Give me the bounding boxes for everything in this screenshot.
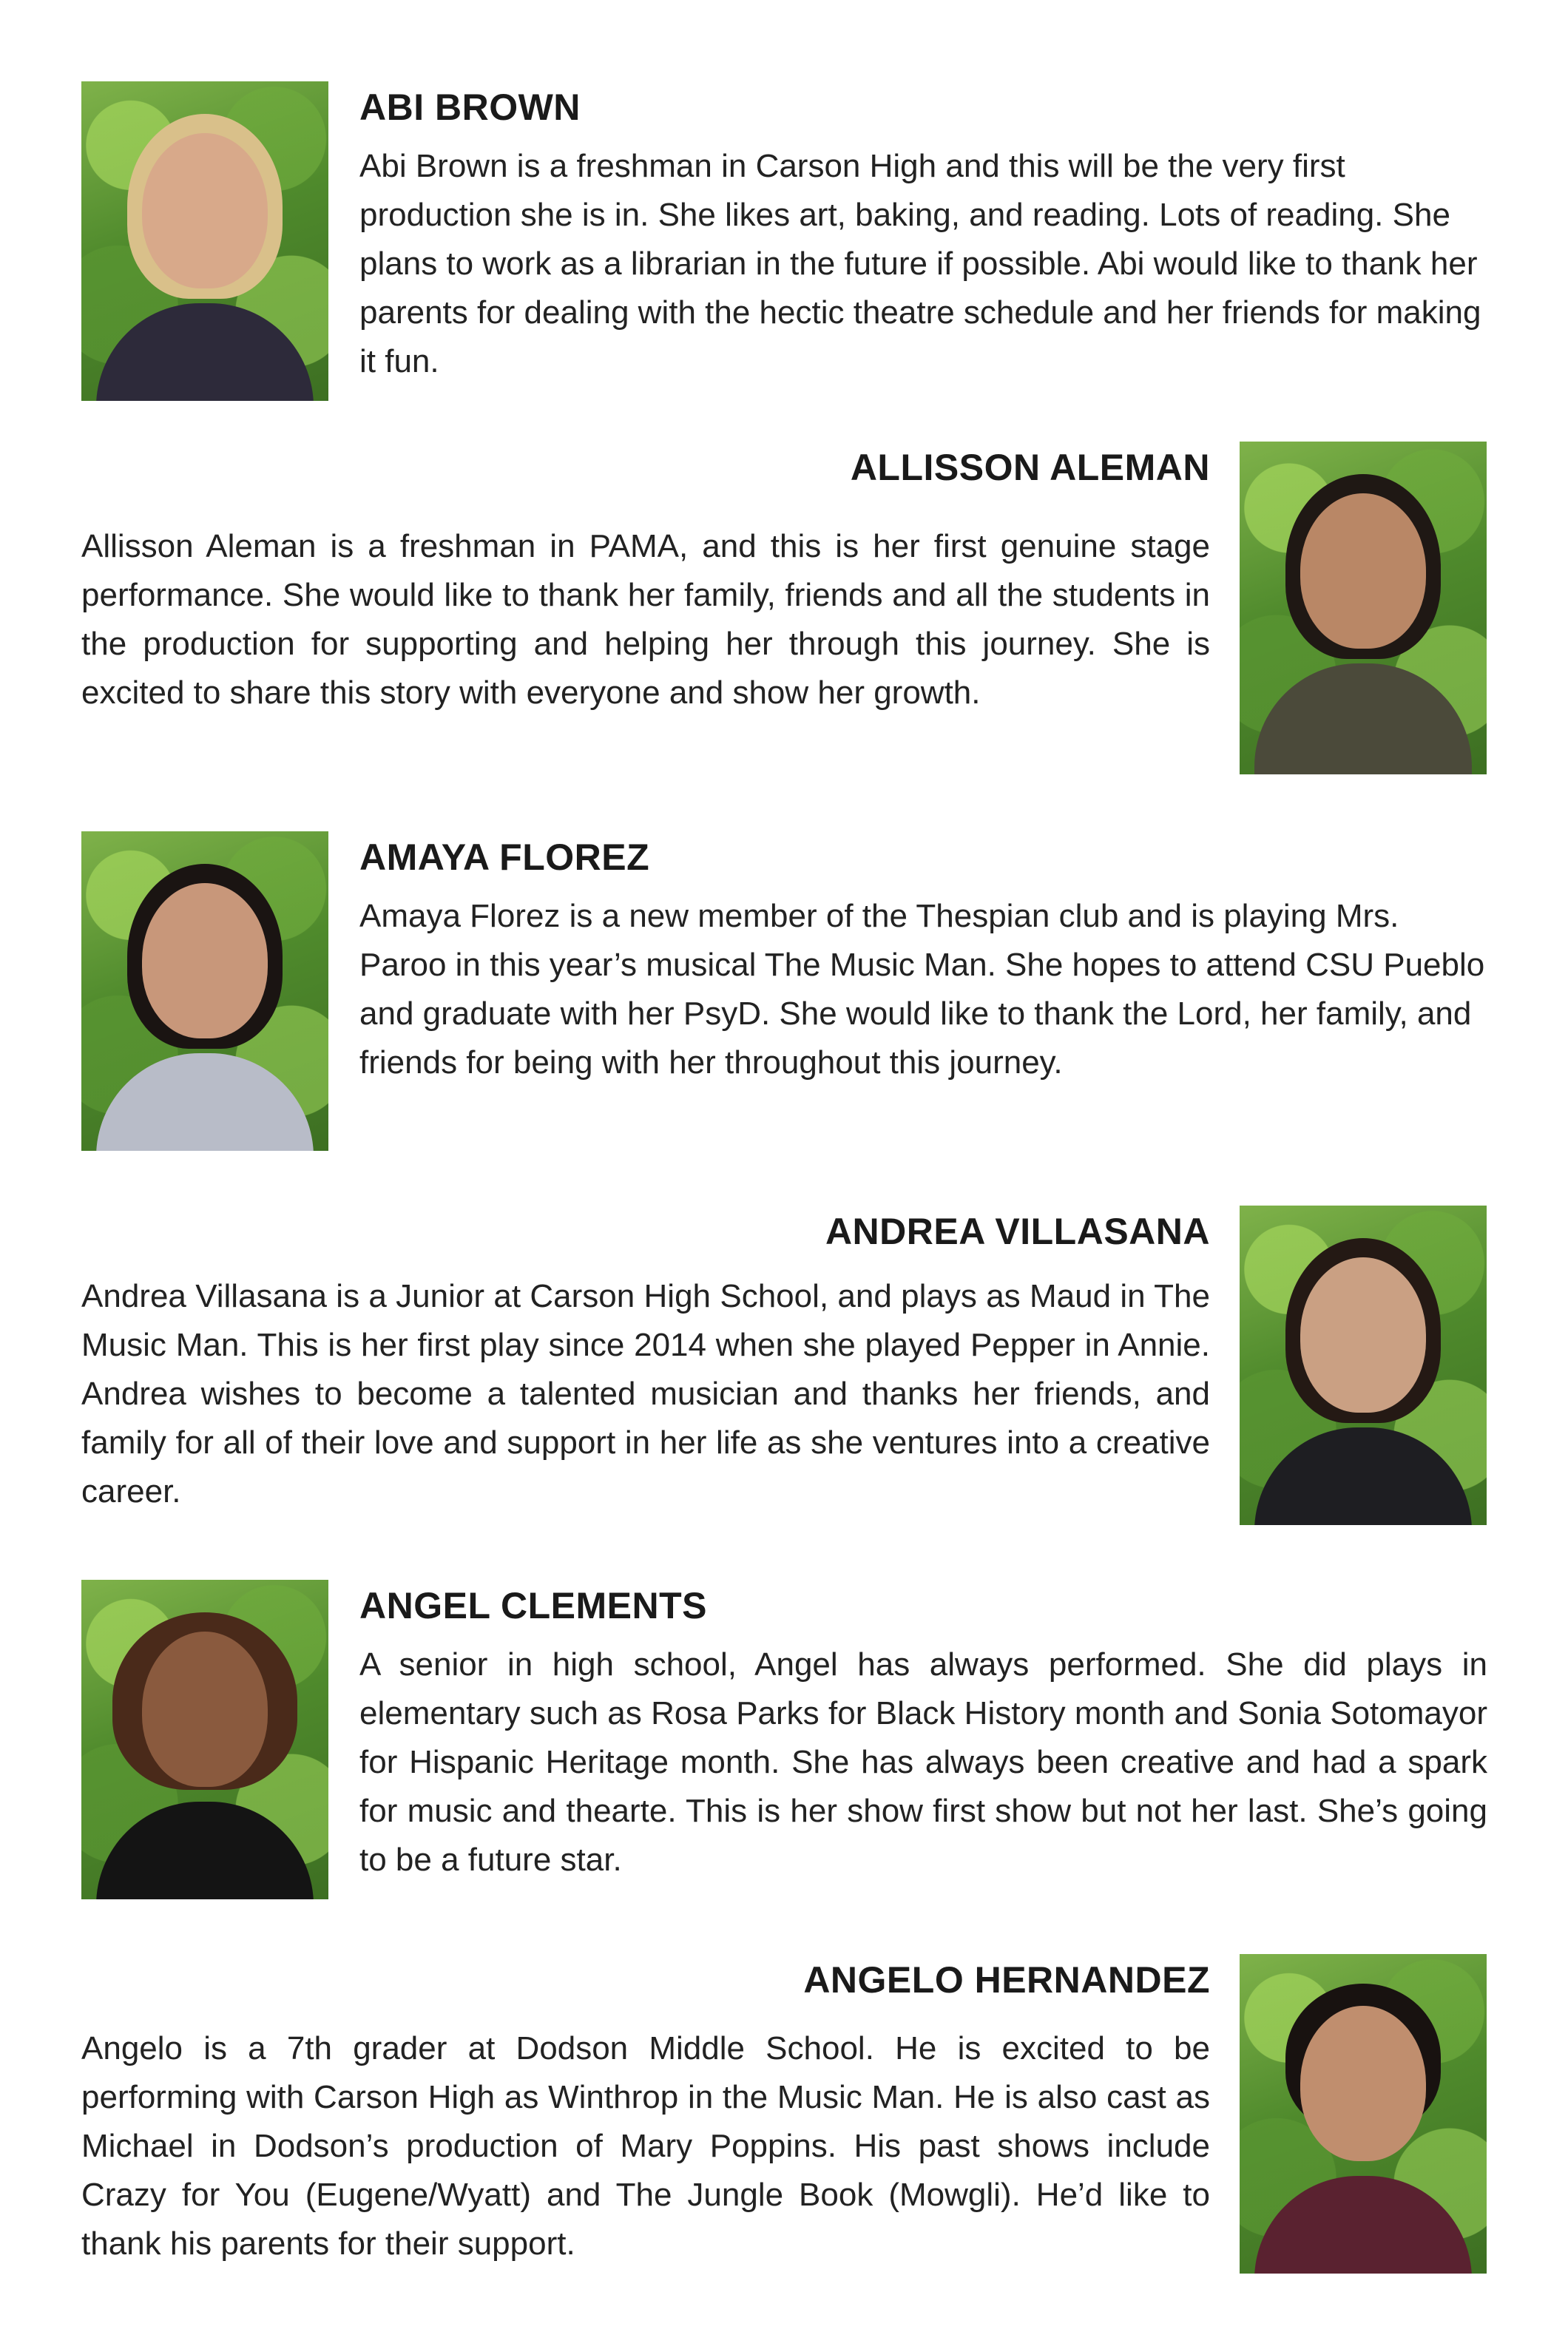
photo-face — [142, 883, 268, 1038]
cast-bio-text: Andrea Villasana is a Junior at Carson High School, and plays as Maud in The Music Man. This is her first play since 2014 when she played Pepper in Annie. Andrea wishes to become a talented musician and thanks her friends, and family for all of their love and support in her life as she ventures into a creative career. — [81, 1278, 1210, 1510]
cast-name: ABI BROWN — [359, 87, 581, 128]
photo-shirt — [1254, 1427, 1472, 1525]
headshot-photo — [1240, 442, 1487, 774]
photo-shirt — [96, 1802, 314, 1899]
photo-face — [142, 133, 268, 288]
cast-bio-text: Angelo is a 7th grader at Dodson Middle School. He is excited to be performing with Carson High as Winthrop in the Music Man. He is also cast as Michael in Dodson’s production of Mary Poppins. His past shows include Crazy for You (Eugene/Wyatt) and The Jungle Book (Mowgli). He’d like to thank his parents for their support. — [81, 2030, 1210, 2262]
cast-bio-text: Allisson Aleman is a freshman in PAMA, and this is her first genuine stage performance. She would like to thank her family, friends and all the students in the production for supporting and helping her through this journey. She is excited to share this story with everyone and show her growth. — [81, 528, 1210, 711]
cast-name: ANGEL CLEMENTS — [359, 1585, 707, 1626]
photo-face — [1300, 2006, 1426, 2161]
headshot-photo — [81, 1580, 328, 1899]
photo-face — [1300, 1257, 1426, 1413]
cast-name: ANGELO HERNANDEZ — [803, 1959, 1210, 2001]
cast-name: ANDREA VILLASANA — [825, 1211, 1210, 1252]
photo-shirt — [96, 1053, 314, 1151]
cast-bio-text: Abi Brown is a freshman in Carson High and this will be the very first production she is in. She likes art, baking, and reading. Lots of reading. She plans to work as a librarian in the future if possible. Abi would like to thank her parents for dealing with the hectic theatre schedule and her friends for making it fun. — [359, 148, 1481, 379]
cast-bio-text: Amaya Florez is a new member of the Thespian club and is playing Mrs. Paroo in this year’s musical The Music Man. She hopes to attend CSU Pueblo and graduate with her PsyD. She would like to thank the Lord, her family, and friends for being with her throughout this journey. — [359, 898, 1485, 1081]
cast-name: AMAYA FLOREZ — [359, 836, 650, 878]
photo-shirt — [96, 303, 314, 401]
headshot-photo — [1240, 1206, 1487, 1525]
headshot-photo — [1240, 1954, 1487, 2274]
cast-name: ALLISSON ALEMAN — [850, 447, 1210, 488]
photo-shirt — [1254, 2176, 1472, 2274]
cast-bio-text: A senior in high school, Angel has always performed. She did plays in elementary such as Rosa Parks for Black History month and Sonia Sotomayor for Hispanic Heritage month. She has always been creative and had a spark for music and thearte. This is her show first show but not her last. She’s going to be a future star. — [359, 1646, 1487, 1878]
headshot-photo — [81, 81, 328, 401]
photo-shirt — [1254, 663, 1472, 774]
photo-face — [142, 1632, 268, 1787]
photo-face — [1300, 493, 1426, 649]
headshot-photo — [81, 831, 328, 1151]
